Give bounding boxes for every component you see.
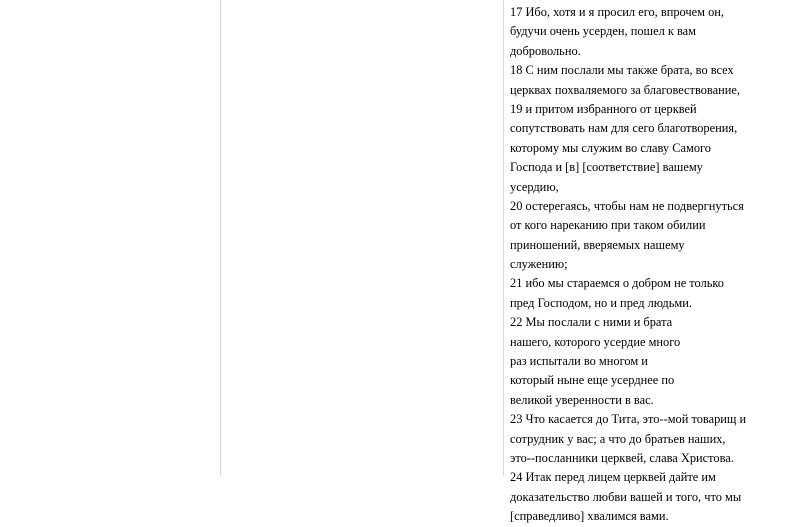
russian-text-line: приношений, вверяемых нашему — [510, 237, 685, 252]
russian-text-line: который ныне еще усерднее по — [510, 373, 675, 388]
hebrew-column — [0, 3, 218, 473]
column-divider — [503, 0, 504, 476]
russian-text-line: церквах похваляемого за благовествование, — [510, 82, 740, 97]
russian-text-line: раз испытали во многом и — [510, 354, 648, 369]
russian-text-line: Господа и [в] [соответствие] вашему — [510, 160, 703, 175]
column-divider — [220, 0, 221, 476]
transliteration-column — [222, 3, 500, 473]
russian-text-line: пред Господом, но и пред людьми. — [510, 295, 692, 310]
russian-text-line: добровольно. — [510, 43, 581, 58]
russian-text-line: нашего, которого усердие много — [510, 334, 681, 349]
russian-text-line: 21 ибо мы стараемся о добром не только — [510, 276, 724, 291]
russian-text-line: 22 Мы послали с ними и брата — [510, 315, 673, 330]
russian-text-line: великой уверенности в вас. — [510, 392, 654, 407]
russian-text-line: доказательство любви вашей и того, что мы — [510, 489, 742, 504]
russian-text-line: [справедливо] хвалимся вами. — [510, 509, 669, 524]
russian-text-line: которому мы служим во славу Самого — [510, 140, 711, 155]
russian-text-line: это--посланники церквей, слава Христова. — [510, 450, 734, 465]
russian-text-line: от кого нареканию при таком обилии — [510, 218, 706, 233]
russian-text-line: сопутствовать нам для сего благотворения, — [510, 121, 738, 136]
russian-text-line: 20 остерегаясь, чтобы нам не подвергнуться — [510, 198, 744, 213]
russian-text-line: 18 С ним послали мы также брата, во всех — [510, 63, 734, 78]
russian-text-line: 19 и притом избранного от церквей — [510, 101, 697, 116]
russian-text-line: усердию, — [510, 179, 559, 194]
russian-text-line: 23 Что касается до Тита, это--мой товарищ и — [510, 412, 747, 427]
russian-text-line: 24 Итак перед лицем церквей дайте им — [510, 470, 716, 485]
russian-text-line: сотрудник у вас; а что до братьев наших, — [510, 431, 726, 446]
russian-text-line: служению; — [510, 257, 568, 272]
russian-text-line: будучи очень усерден, пошел к вам — [510, 24, 696, 39]
russian-column — [506, 3, 798, 524]
russian-text-line: 17 Ибо, хотя и я просил его, впрочем он, — [510, 5, 725, 19]
